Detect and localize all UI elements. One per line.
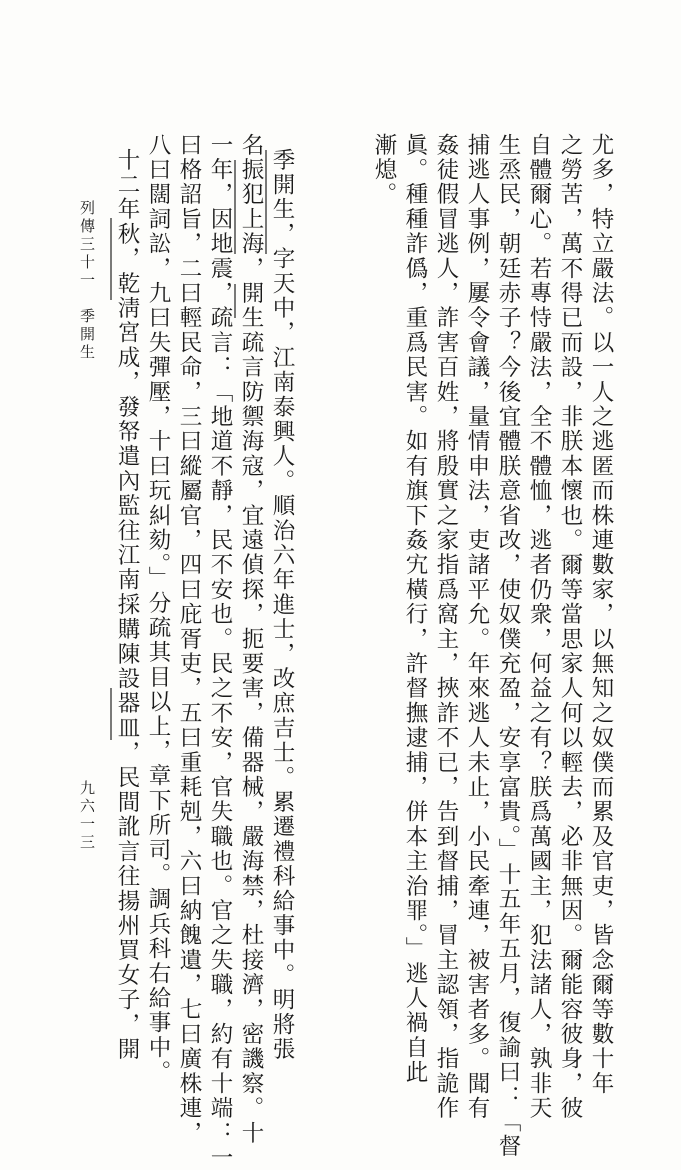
edict-column: 漸熄。 [371, 133, 397, 208]
edict-column: 之勞苦，萬不得已而設，非朕本懷也。爾等當思家人何以輕去，必非無因。爾能容彼身，彼 [557, 133, 583, 1121]
edict-column: 眞。種種詐僞，重爲民害。如有旗下姦宄橫行，許督撫逮捕，併本主治罪。」逃人禍自此 [402, 133, 428, 1086]
biography-column: 十二年秋，乾淸宮成，發帑遣內監往江南採購陳設器皿，民間訛言往揚州買女子，開 [114, 148, 140, 1062]
edict-column: 姦徒假冒逃人，詐害百姓，將殷實之家指爲窩主，挾詐不已，告到督捕，冒主認領，指詭作 [433, 133, 459, 1121]
biography-column: 一年，因地震，疏言：「地道不靜，民不安也。民之不安，官失職也。官之失職，約有十端：一 [207, 133, 233, 1170]
edict-column: 捕逃人事例，屢令會議，量情申法，吏諸平允。年來逃人未止，小民牽連，被害者多。聞有 [464, 133, 490, 1121]
edict-column: 尤多，特立嚴法。以一人之逃匿而株連數家，以無知之奴僕而累及官吏，皆念爾等數十年 [588, 133, 614, 1097]
biography-column: 曰格詔旨，二曰輕民命，三曰縱屬官，四曰庇胥吏，五曰重耗剋，六曰納餽遺，七曰廣株連， [176, 133, 202, 1146]
biography-column: 八曰闊詞訟，九曰失彈壓，十曰玩糾劾。」分疏其目以上，章下所司。調兵科右給事中。 [145, 133, 171, 1086]
biography-column: 名振犯上海，開生疏言防禦海寇，宜遠偵探，扼要害，備器械，嚴海禁，杜接濟，密譏察。十 [238, 133, 264, 1146]
running-header: 列傳三十一 季開生 [78, 200, 96, 362]
page-number: 九六一三 [78, 780, 96, 852]
edict-column: 生烝民，朝廷赤子？今後宜體朕意省改，使奴僕充盈，安享富貴。」十五年五月，復諭曰：「督 [495, 133, 521, 1160]
edict-column: 自體爾心。若專恃嚴法，全不體恤，逃者仍衆，何益之有？朕爲萬國主，犯法諸人，孰非天 [526, 133, 552, 1121]
biography-column: 季開生，字天中，江南泰興人。順治六年進士，改庶吉士。累遷禮科給事中。明將張 [269, 148, 295, 1062]
